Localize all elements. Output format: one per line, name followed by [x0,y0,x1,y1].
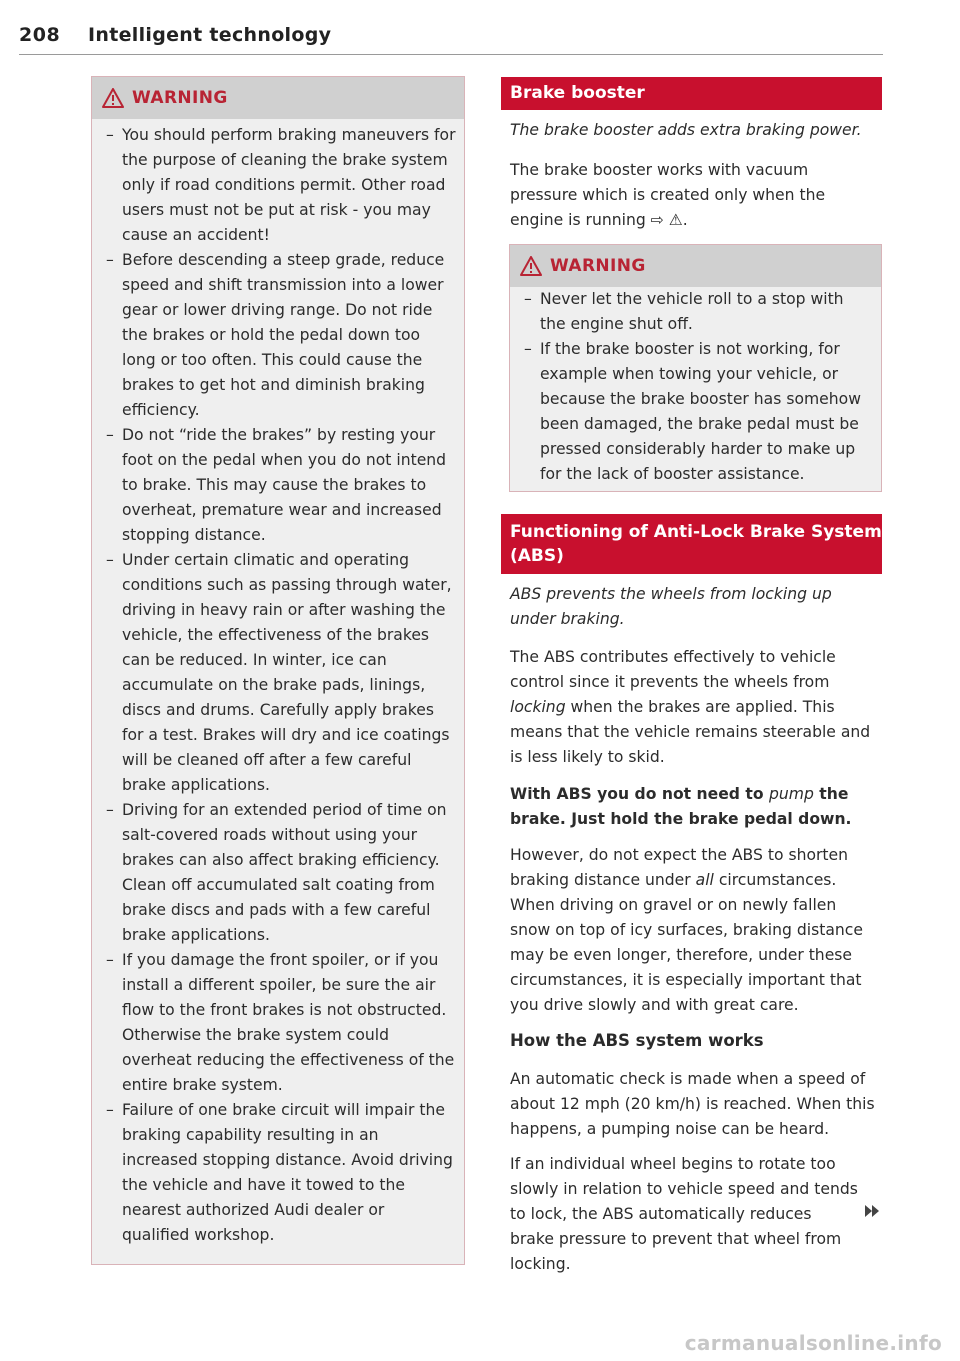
abs-p1-emphasis: locking [510,698,566,716]
abs-paragraph-4: An automatic check is made when a speed of about 12 mph (20 km/h) is reached. When this happens, a pumping noise can be heard. [510,1070,875,1138]
abs-p3-emphasis: all [695,871,714,889]
right-warning-list [522,287,873,487]
abs-paragraph-5: If an individual wheel begins to rotate too slowly in relation to vehicle speed and tends to lock, the ABS automatically reduces brake pressure to prevent that wheel from locking. [510,1155,858,1273]
abs-intro: ABS prevents the wheels from locking up under braking. [510,585,832,628]
abs-p3-text-b: circumstances. When driving on gravel or on newly fallen snow on top of icy surfaces, braking distance may be even longer, therefore, under these circumstances, it is especially important that you drive slowly and with great care. [510,871,863,1014]
abs-heading-line-1: Functioning of Anti-Lock Brake System [510,522,882,542]
list-item: – Failure of one brake circuit will impair the braking capability resulting in an increased stopping distance. Avoid driving the vehicle and have it towed to the nearest authorized Audi dealer or qualified workshop. [104,1098,456,1248]
abs-p2-text-a: With ABS you do not need to [510,785,769,803]
brake-booster-heading [501,77,882,110]
list-item: – Never let the vehicle roll to a stop with the engine shut off. [522,287,873,337]
warning-triangle-icon [520,256,542,276]
abs-heading-line-2: (ABS) [510,546,564,566]
abs-p3-text-a: However, do not expect the ABS to shorten braking distance under [510,846,848,889]
watermark: carmanualsonline.info [684,1331,942,1355]
page-number: 208 [19,24,61,46]
abs-paragraph-2 [510,782,880,832]
abs-p2-text-b: the brake. Just hold the brake pedal down. [510,785,852,828]
brake-booster-body: The brake booster works with vacuum pressure which is created only when the engine is running ⇨ ⚠. [510,161,826,229]
right-warning-title: WARNING [550,256,646,276]
brake-booster-heading-text: Brake booster [510,83,645,103]
list-item: – If the brake booster is not working, for example when towing your vehicle, or because the brake booster has somehow been damaged, the brake pedal must be pressed considerably harder to make up for the lack of booster assistance. [522,337,873,487]
left-warning-header [92,77,464,119]
continue-arrows-icon [865,1205,881,1217]
abs-paragraph-1 [510,645,880,770]
page-header [19,20,883,55]
section-title: Intelligent technology [88,24,332,46]
brake-booster-intro: The brake booster adds extra braking power. [510,121,862,139]
list-item: – Driving for an extended period of time on salt-covered roads without using your brakes can also affect braking efficiency. Clean off accumulated salt coating from brake discs and pads with a few careful brake applications. [104,798,456,948]
right-warning-box [509,244,882,492]
list-item: – Do not “ride the brakes” by resting your foot on the pedal when you do not intend to brake. This may cause the brakes to overheat, premature wear and increased stopping distance. [104,423,456,548]
left-warning-box [91,76,465,1265]
warning-triangle-icon [102,88,124,108]
right-warning-header [510,245,881,287]
abs-p2-emphasis: pump [769,785,814,803]
abs-p1-text-b: when the brakes are applied. This means that the vehicle remains steerable and is less likely to skid. [510,698,871,766]
abs-heading [501,514,882,574]
left-warning-title: WARNING [132,88,228,108]
list-item: – You should perform braking maneuvers for the purpose of cleaning the brake system only if road conditions permit. Other road users must not be put at risk - you may cause an accident! [104,123,456,248]
abs-paragraph-3 [510,843,880,1018]
list-item: – Before descending a steep grade, reduce speed and shift transmission into a lower gear or lower driving range. Do not ride the brakes or hold the pedal down too long or too often. This could cause the brakes to get hot and diminish braking efficiency. [104,248,456,423]
left-warning-list [104,123,456,1248]
abs-subheading: How the ABS system works [510,1031,764,1050]
list-item: – Under certain climatic and operating conditions such as passing through water, driving in heavy rain or after washing the vehicle, the effectiveness of the brakes can be reduced. In winter, ice can accumulate on the brake pads, linings, discs and drums. Carefully apply brakes for a test. Brakes will dry and ice coatings will be cleaned off after a few careful brake applications. [104,548,456,798]
list-item: – If you damage the front spoiler, or if you install a different spoiler, be sure the air flow to the front brakes is not obstructed. Otherwise the brake system could overheat reducing the effectiveness of the entire brake system. [104,948,456,1098]
abs-p1-text-a: The ABS contributes effectively to vehicle control since it prevents the wheels from [510,648,836,691]
